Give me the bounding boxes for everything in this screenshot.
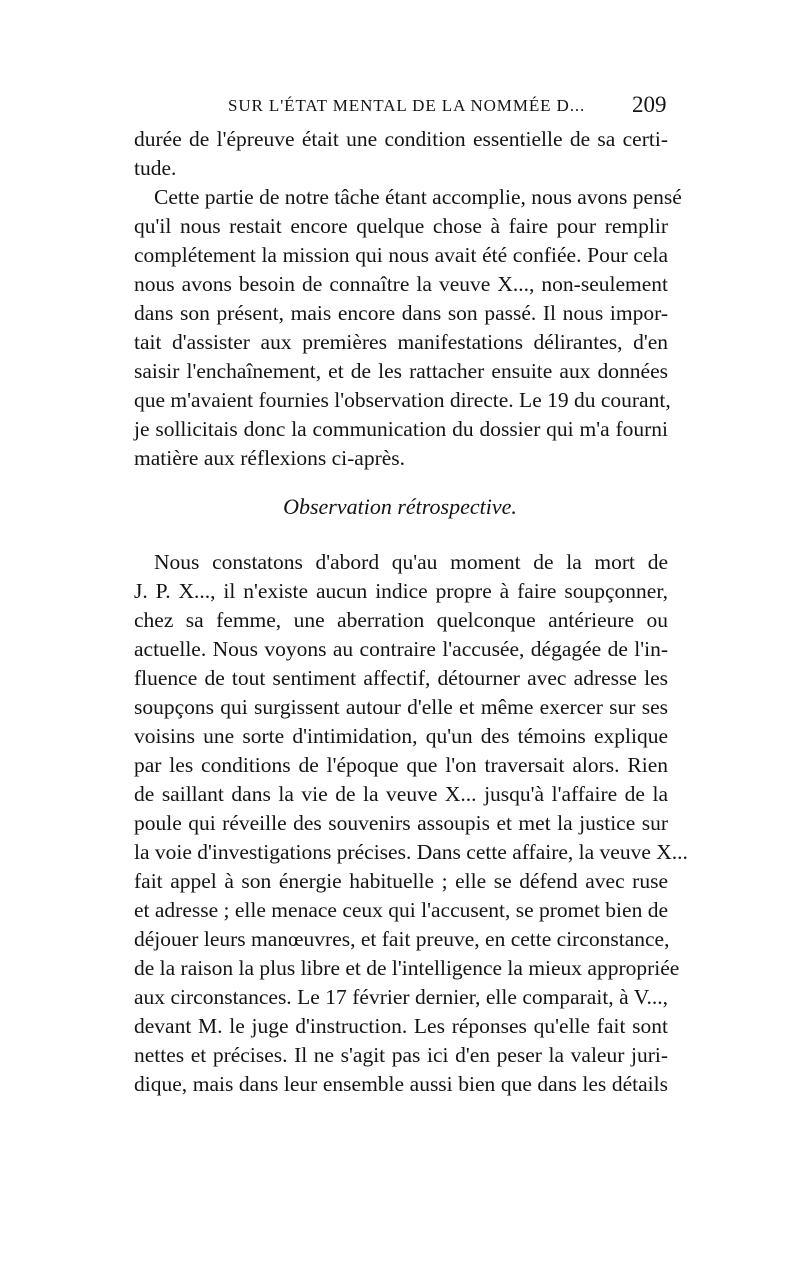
text-line: J. P. X..., il n'existe aucun indice propre à faire soupçonner, [134,579,668,603]
text-line: et adresse ; elle menace ceux qui l'accusent, se promet bien de [134,898,668,922]
text-line: que m'avaient fournies l'observation directe. Le 19 du courant, [134,388,671,412]
text-line: actuelle. Nous voyons au contraire l'accusée, dégagée de l'in- [134,637,668,661]
text-line: Nous constatons d'abord qu'au moment de la mort de [154,550,668,574]
text-line: aux circonstances. Le 17 février dernier, elle comparait, à V..., [134,985,668,1009]
running-head [0,92,800,122]
page-number: 209 [632,92,667,117]
text-line: tait d'assister aux premières manifestations délirantes, d'en [134,330,668,354]
text-line: voisins une sorte d'intimidation, qu'un des témoins explique [134,724,668,748]
text-line: devant M. le juge d'instruction. Les réponses qu'elle fait sont [134,1014,668,1038]
text-line: poule qui réveille des souvenirs assoupis et met la justice sur [134,811,668,835]
text-line: nous avons besoin de connaître la veuve X..., non-seulement [134,272,668,296]
section-heading: Observation rétrospective. [283,494,517,519]
text-line: matière aux réflexions ci-après. [134,446,406,470]
text-line: Cette partie de notre tâche étant accomplie, nous avons pensé [154,185,682,209]
text-line: durée de l'épreuve était une condition essentielle de sa certi- [134,127,668,151]
text-line: qu'il nous restait encore quelque chose à faire pour remplir [134,214,668,238]
text-line: chez sa femme, une aberration quelconque antérieure ou [134,608,668,632]
text-line: la voie d'investigations précises. Dans cette affaire, la veuve X... [134,840,688,864]
text-line: nettes et précises. Il ne s'agit pas ici d'en peser la valeur juri- [134,1043,668,1067]
text-line: fluence de tout sentiment affectif, détourner avec adresse les [134,666,668,690]
text-line: de saillant dans la vie de la veuve X... jusqu'à l'affaire de la [134,782,668,806]
text-line: complétement la mission qui nous avait été confiée. Pour cela [134,243,668,267]
text-line: tude. [134,156,177,180]
running-title: SUR L'ÉTAT MENTAL DE LA NOMMÉE D... [228,96,586,115]
text-line: dique, mais dans leur ensemble aussi bien que dans les détails [134,1072,668,1096]
text-line: dans son présent, mais encore dans son passé. Il nous impor- [134,301,668,325]
text-line: saisir l'enchaînement, et de les rattacher ensuite aux données [134,359,668,383]
text-line: je sollicitais donc la communication du dossier qui m'a fourni [134,417,668,441]
text-line: fait appel à son énergie habituelle ; elle se défend avec ruse [134,869,668,893]
text-line: par les conditions de l'époque que l'on traversait alors. Rien [134,753,668,777]
text-line: de la raison la plus libre et de l'intelligence la mieux appropriée [134,956,680,980]
text-line: déjouer leurs manœuvres, et fait preuve, en cette circonstance, [134,927,670,951]
text-line: soupçons qui surgissent autour d'elle et même exercer sur ses [134,695,668,719]
